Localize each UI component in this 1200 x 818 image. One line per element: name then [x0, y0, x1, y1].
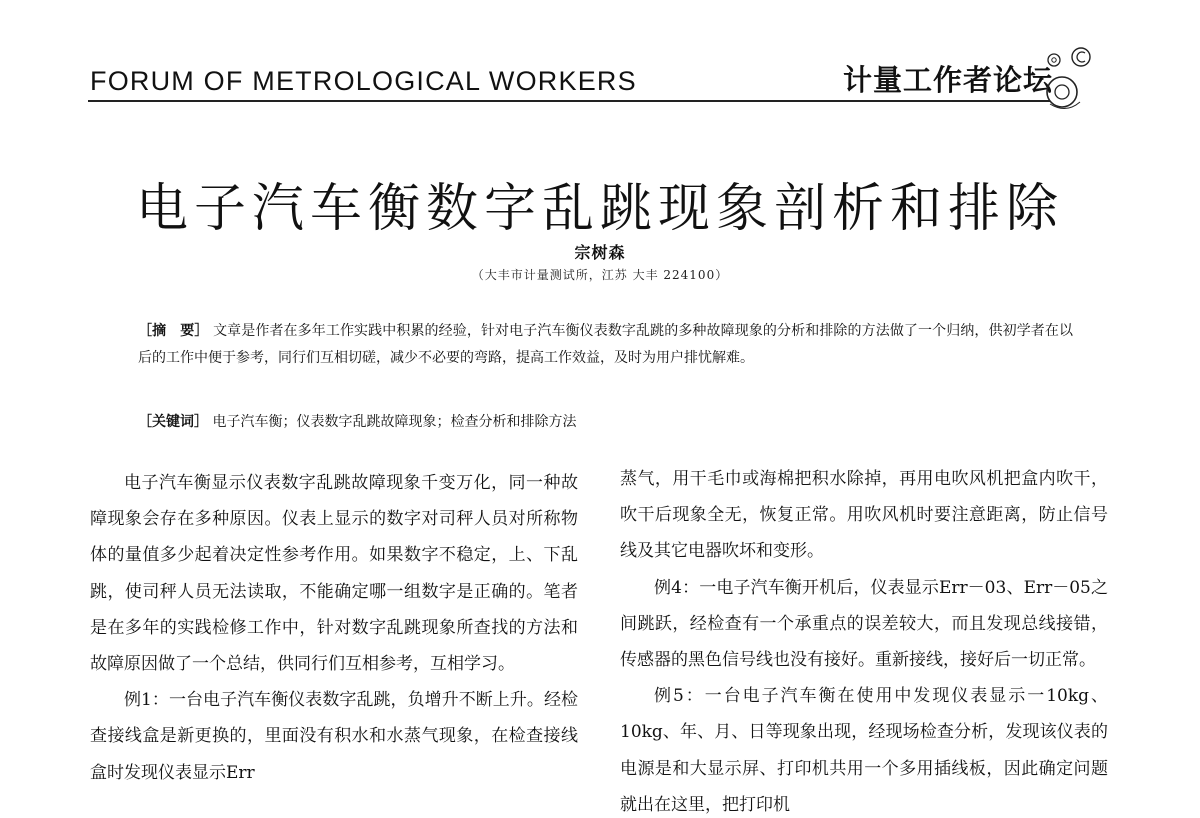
journal-header-en: FORUM OF METROLOGICAL WORKERS	[90, 66, 637, 96]
abstract-text: 文章是作者在多年工作实践中积累的经验，针对电子汽车衡仪表数字乱跳的多种故障现象的分析和排除的方法做了一个归纳，供初学者在以后的工作中便于参考，同行们互相切磋，减少不必要的弯路，提高工作效益，及时为用户排忧解难。	[138, 323, 1074, 366]
paragraph: 例1：一台电子汽车衡仪表数字乱跳，负增升不断上升。经检查接线盒是新更换的，里面没有积水和水蒸气现象，在检查接线盒时发现仪表显示Err	[90, 690, 578, 783]
article-author: 宗树森	[574, 243, 626, 262]
body-column-left	[90, 465, 578, 818]
paragraph: 例4：一电子汽车衡开机后，仪表显示Err－03、Err－05之间跳跃，经检查有一个承重点的误差较大，而且发现总线接错，传感器的黑色信号线也没有接好。重新接线，接好后一切正常。	[620, 577, 1108, 671]
keywords-label: ［关键词］	[138, 414, 208, 430]
header-rule	[88, 100, 1050, 102]
paragraph: 例5：一台电子汽车衡在使用中发现仪表显示一10kg、10kg、年、月、日等现象出现，经现场检查分析，发现该仪表的电源是和大显示屏、打印机共用一个多用插线板，因此确定问题就出在这里，把打印机	[620, 686, 1108, 815]
journal-header-zh: 计量工作者论坛	[843, 63, 1054, 97]
abstract-label: ［摘 要］	[138, 323, 209, 339]
article-title: 电子汽车衡数字乱跳现象剖析和排除	[135, 179, 1064, 239]
body-column-right	[620, 461, 1108, 818]
forum-logo-icon	[1036, 44, 1102, 114]
paragraph-continued: 蒸气，用干毛巾或海棉把积水除掉，再用电吹风机把盒内吹干，吹干后现象全无，恢复正常。用吹风机时要注意距离，防止信号线及其它电器吹坏和变形。	[620, 469, 1108, 562]
abstract	[138, 318, 1073, 372]
paragraph: 电子汽车衡显示仪表数字乱跳故障现象千变万化，同一种故障现象会存在多种原因。仪表上显示的数字对司秤人员对所称物体的量值多少起着决定性参考作用。如果数字不稳定，上、下乱跳，使司秤人员无法读取，不能确定哪一组数字是正确的。笔者是在多年的实践检修工作中，针对数字乱跳现象所查找的方法和故障原因做了一个总结，供同行们互相参考，互相学习。	[90, 473, 578, 675]
keywords-text: 电子汽车衡；仪表数字乱跳故障现象；检查分析和排除方法	[212, 414, 577, 430]
keywords	[138, 409, 1073, 436]
article-affiliation: （大丰市计量测试所，江苏 大丰 224100）	[471, 268, 729, 282]
